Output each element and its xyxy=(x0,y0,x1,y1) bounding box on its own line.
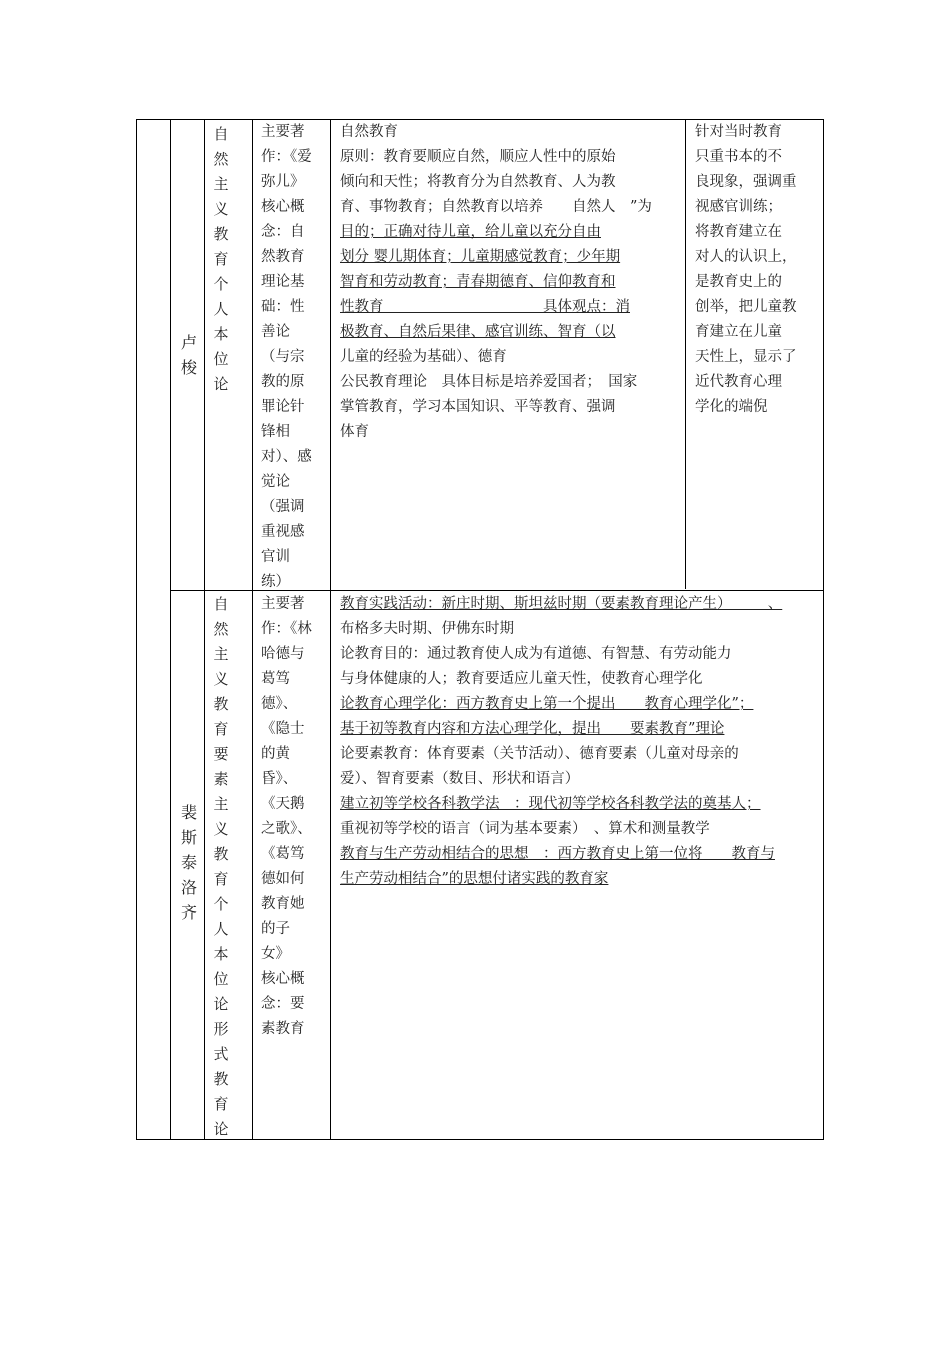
text-line: 对）、感 xyxy=(261,449,312,465)
school-cell: 自 然 主 义 教 育 个 人 本 位 论 xyxy=(213,125,229,393)
text-line: 锋相 xyxy=(261,424,290,440)
text-line: 德如何 xyxy=(261,871,305,887)
text-line: 核心概 xyxy=(261,971,305,987)
text-line: 理论基 xyxy=(261,274,305,290)
text-line: 天性上，显示了 xyxy=(695,349,797,365)
text-line: 教的原 xyxy=(261,374,305,390)
text-line: 公民教育理论 具体目标是培养爱国者； 国家 xyxy=(340,374,638,390)
column-divider xyxy=(330,120,331,1139)
text-line: 重视感 xyxy=(261,524,305,540)
text-line: 的黄 xyxy=(261,746,290,762)
column-divider xyxy=(252,120,253,1139)
text-line: 素教育 xyxy=(261,1021,305,1037)
text-line: 只重书本的不 xyxy=(695,149,782,165)
text-line: 葛笃 xyxy=(261,671,290,687)
text-line: 目的；正确对待儿童，给儿童以充分自由 xyxy=(340,224,601,240)
text-line: 育、事物教育；自然教育以培养 自然人 ”为 xyxy=(340,199,652,215)
person-name: 裴斯泰洛齐 xyxy=(180,803,197,922)
text-line: 建立初等学校各科教学法 ：现代初等学校各科教学法的奠基人； xyxy=(340,796,761,812)
text-line: 官训 xyxy=(261,549,290,565)
text-line: 针对当时教育 xyxy=(695,124,782,140)
content-cell xyxy=(340,120,652,445)
text-line: 与身体健康的人；教育要适应儿童天性，使教育心理学化 xyxy=(340,671,703,687)
text-line: 爱）、智育要素（数目、形状和语言） xyxy=(340,771,580,787)
text-line: （强调 xyxy=(261,499,305,515)
text-line: 体育 xyxy=(340,424,369,440)
works-cell xyxy=(261,120,312,595)
text-line: 划分 婴儿期体育；儿童期感觉教育；少年期 xyxy=(340,249,621,265)
text-line: 原则：教育要顺应自然，顺应人性中的原始 xyxy=(340,149,616,165)
text-line: 论要素教育：体育要素（关节活动）、德育要素（儿童对母亲的 xyxy=(340,746,739,762)
text-line: 倾向和天性；将教育分为自然教育、人为教 xyxy=(340,174,616,190)
text-line: 练） xyxy=(261,574,290,590)
person-name: 卢梭 xyxy=(180,333,197,377)
text-line: 教育实践活动：新庄时期、斯坦兹时期（要素教育理论产生） 、 xyxy=(340,596,783,612)
text-line: 念：要 xyxy=(261,996,305,1012)
school-cell: 自 然 主 义 教 育 要 素 主 义 教 育 个 人 本 位 论 形 式 教 育 论 xyxy=(213,595,229,1138)
column-divider xyxy=(170,120,171,1139)
text-line: 近代教育心理 xyxy=(695,374,782,390)
text-line: 良现象，强调重 xyxy=(695,174,797,190)
content-table xyxy=(136,119,824,1140)
text-line: 然教育 xyxy=(261,249,305,265)
text-line: 昏》、 xyxy=(261,771,298,787)
text-line: 哈德与 xyxy=(261,646,305,662)
content-cell xyxy=(340,592,782,892)
text-line: 主要著 xyxy=(261,596,305,612)
text-line: 的子 xyxy=(261,921,290,937)
text-line: 教育她 xyxy=(261,896,305,912)
text-line: 布格多夫时期、伊佛东时期 xyxy=(340,621,514,637)
text-line: 《隐士 xyxy=(261,721,305,737)
text-line: 智育和劳动教育；青春期德育、信仰教育和 xyxy=(340,274,616,290)
evaluation-cell xyxy=(695,120,797,420)
text-line: 觉论 xyxy=(261,474,290,490)
works-cell xyxy=(261,592,312,1042)
text-line: 德》、 xyxy=(261,696,298,712)
text-line: 教育与生产劳动相结合的思想 ：西方教育史上第一位将 教育与 xyxy=(340,846,775,862)
text-line: 女》 xyxy=(261,946,290,962)
text-line: 念：自 xyxy=(261,224,305,240)
text-line: 极教育、自然后果律、感官训练、智育（以 xyxy=(340,324,616,340)
text-line: 《天鹅 xyxy=(261,796,305,812)
text-line: 核心概 xyxy=(261,199,305,215)
text-line: （与宗 xyxy=(261,349,305,365)
text-line: 重视初等学校的语言（词为基本要素） 、算术和测量教学 xyxy=(340,821,710,837)
text-line: 《葛笃 xyxy=(261,846,305,862)
text-line: 将教育建立在 xyxy=(695,224,782,240)
text-line: 掌管教育，学习本国知识、平等教育、强调 xyxy=(340,399,616,415)
text-line: 之歌》、 xyxy=(261,821,312,837)
text-line: 自然教育 xyxy=(340,124,398,140)
text-line: 视感官训练； xyxy=(695,199,782,215)
text-line: 是教育史上的 xyxy=(695,274,782,290)
text-line: 础：性 xyxy=(261,299,305,315)
text-line: 作：《爱 xyxy=(261,149,312,165)
text-line: 基于初等教育内容和方法心理学化，提出 要素教育”理论 xyxy=(340,721,725,737)
text-line: 学化的端倪 xyxy=(695,399,768,415)
text-line: 创举，把儿童教 xyxy=(695,299,797,315)
column-divider xyxy=(204,120,205,1139)
text-line: 对人的认识上， xyxy=(695,249,797,265)
text-line: 论教育目的：通过教育使人成为有道德、有智慧、有劳动能力 xyxy=(340,646,732,662)
text-line: 性教育 具体观点：消 xyxy=(340,299,630,315)
text-line: 生产劳动相结合”的思想付诸实践的教育家 xyxy=(340,871,609,887)
column-divider xyxy=(685,120,686,589)
text-line: 论教育心理学化：西方教育史上第一个提出 教育心理学化”； xyxy=(340,696,754,712)
text-line: 罪论针 xyxy=(261,399,305,415)
text-line: 儿童的经验为基础）、德育 xyxy=(340,349,507,365)
text-line: 主要著 xyxy=(261,124,305,140)
text-line: 善论 xyxy=(261,324,290,340)
text-line: 作：《林 xyxy=(261,621,312,637)
text-line: 育建立在儿童 xyxy=(695,324,782,340)
text-line: 弥儿》 xyxy=(261,174,305,190)
